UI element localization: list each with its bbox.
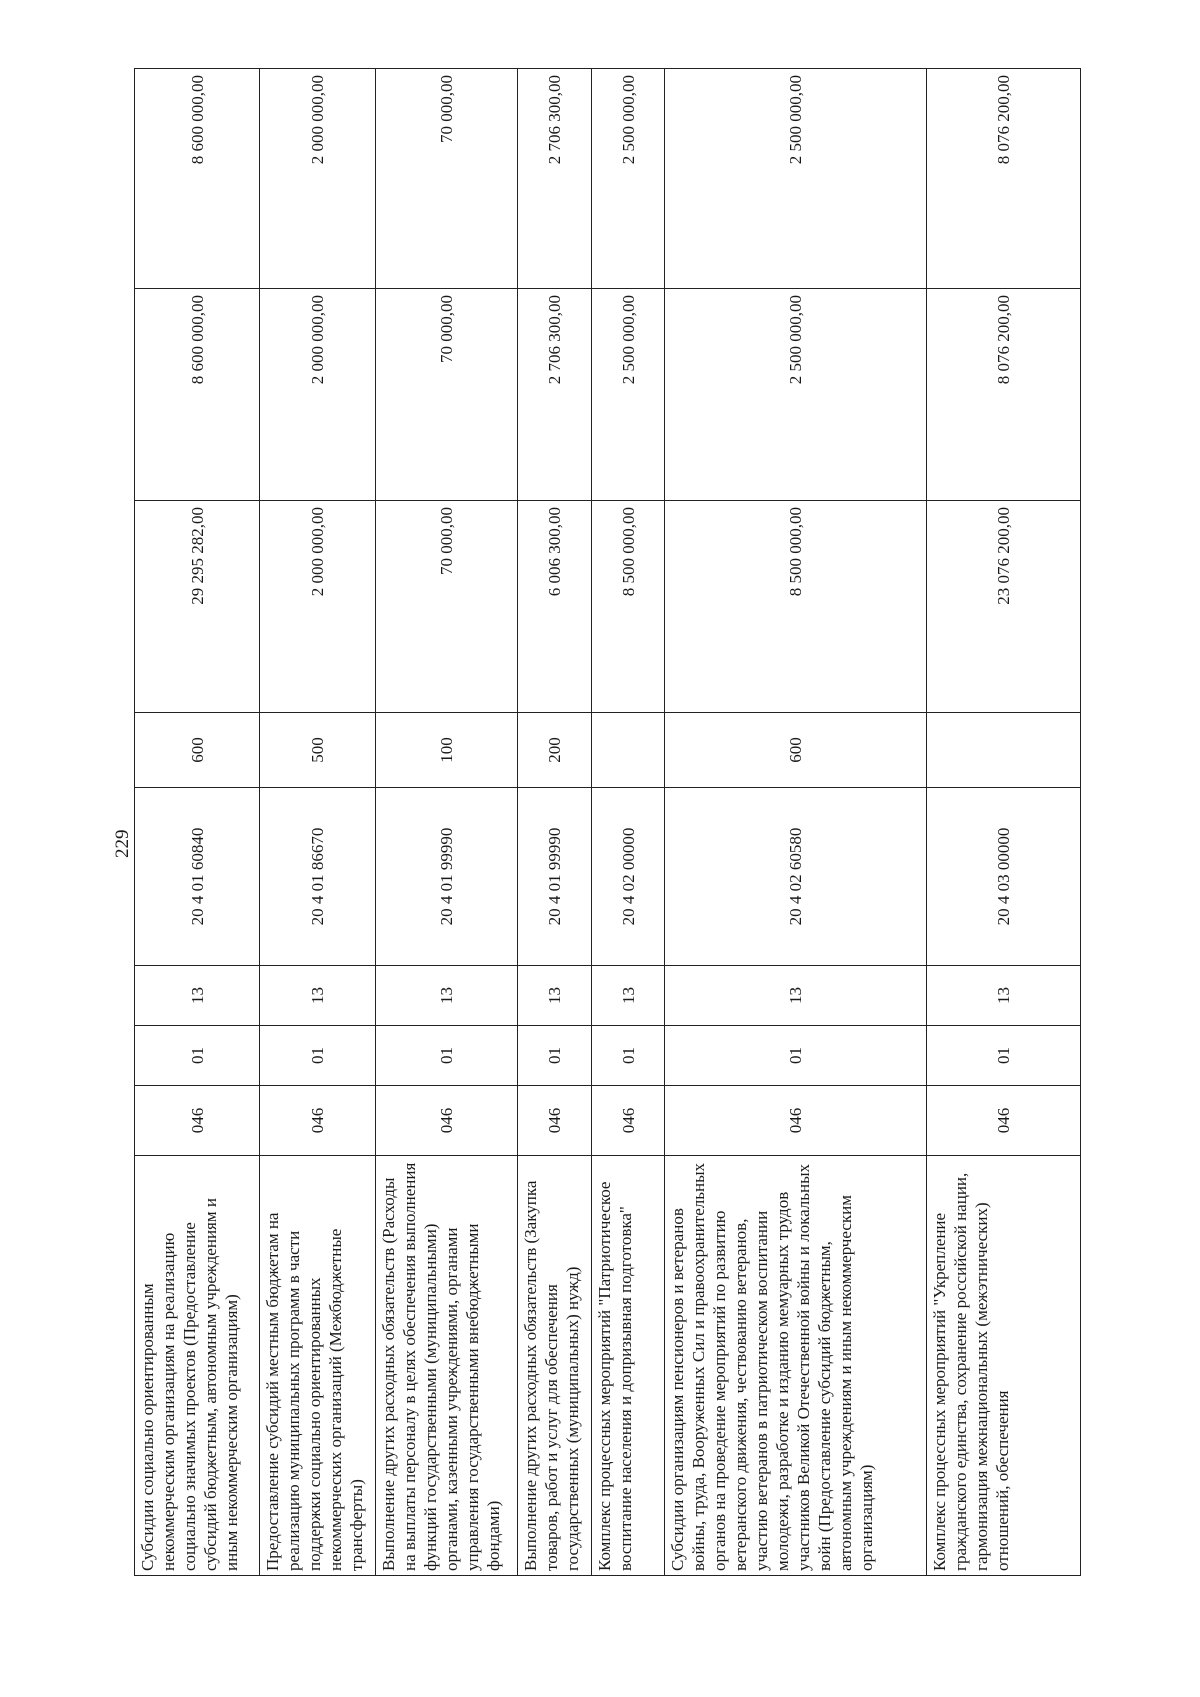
row-sum-year1: 8 500 000,00 (592, 501, 665, 713)
row-grbs: 046 (135, 1086, 260, 1156)
row-expense-type (927, 713, 1081, 788)
row-subsection: 13 (518, 966, 592, 1026)
row-sum-year3: 70 000,00 (376, 69, 518, 289)
row-sum-year3: 8 600 000,00 (135, 69, 260, 289)
row-section: 01 (665, 1026, 927, 1086)
row-target-article: 20 4 01 86670 (260, 788, 376, 966)
row-description: Комплекс процессных мероприятий "Патриотическое воспитание населения и допризывная подготовка" (592, 1156, 665, 1576)
budget-table (134, 68, 1081, 1576)
row-subsection: 13 (592, 966, 665, 1026)
row-grbs: 046 (927, 1086, 1081, 1156)
table-row (260, 69, 376, 1576)
row-sum-year2: 8 076 200,00 (927, 289, 1081, 501)
table-row (592, 69, 665, 1576)
row-expense-type: 600 (135, 713, 260, 788)
table-row (376, 69, 518, 1576)
row-description: Выполнение других расходных обязательств (Расходы на выплаты персоналу в целях обеспечения выполнения функций государственными (муниципальными) органами, казенными учреждениями, органами управления государственными внебюджетными фондами) (376, 1156, 518, 1576)
row-sum-year1: 2 000 000,00 (260, 501, 376, 713)
row-description: Комплекс процессных мероприятий "Укрепление гражданского единства, сохранение российской нации, гармонизация межнациональных (межэтнических) отношений, обеспечения (927, 1156, 1081, 1576)
row-description: Предоставление субсидий местным бюджетам на реализацию муниципальных программ в части поддержки социально ориентированных некоммерческих организаций (Межбюджетные трансферты) (260, 1156, 376, 1576)
row-sum-year1: 70 000,00 (376, 501, 518, 713)
row-target-article: 20 4 01 60840 (135, 788, 260, 966)
row-sum-year2: 8 600 000,00 (135, 289, 260, 501)
row-sum-year2: 2 706 300,00 (518, 289, 592, 501)
row-sum-year2: 2 500 000,00 (592, 289, 665, 501)
row-grbs: 046 (260, 1086, 376, 1156)
row-expense-type: 200 (518, 713, 592, 788)
row-expense-type: 100 (376, 713, 518, 788)
row-description: Выполнение других расходных обязательств (Закупка товаров, работ и услуг для обеспечения государственных (муниципальных) нужд) (518, 1156, 592, 1576)
row-sum-year1: 23 076 200,00 (927, 501, 1081, 713)
row-description: Субсидии организациям пенсионеров и ветеранов войны, труда, Вооруженных Сил и правоохранительных органов на проведение мероприятий по развитию ветеранского движения, чествованию ветеранов, участию ветеранов в патриотическом воспитании молодежи, разработке и изданию мемуарных трудов участников Великой Отечественной войны и локальных войн (Предоставление субсидий бюджетным, автономным учреждениям и иным некоммерческим организациям) (665, 1156, 927, 1576)
row-expense-type: 500 (260, 713, 376, 788)
row-target-article: 20 4 01 99990 (518, 788, 592, 966)
row-subsection: 13 (927, 966, 1081, 1026)
row-grbs: 046 (376, 1086, 518, 1156)
row-target-article: 20 4 02 00000 (592, 788, 665, 966)
row-target-article: 20 4 02 60580 (665, 788, 927, 966)
row-section: 01 (260, 1026, 376, 1086)
row-sum-year3: 2 706 300,00 (518, 69, 592, 289)
budget-table-container (134, 69, 1080, 1576)
row-expense-type (592, 713, 665, 788)
row-target-article: 20 4 03 00000 (927, 788, 1081, 966)
row-expense-type: 600 (665, 713, 927, 788)
row-sum-year3: 2 500 000,00 (592, 69, 665, 289)
table-row (518, 69, 592, 1576)
table-row (927, 69, 1081, 1576)
row-grbs: 046 (665, 1086, 927, 1156)
row-sum-year3: 2 000 000,00 (260, 69, 376, 289)
row-section: 01 (518, 1026, 592, 1086)
row-sum-year3: 8 076 200,00 (927, 69, 1081, 289)
row-subsection: 13 (665, 966, 927, 1026)
row-sum-year2: 70 000,00 (376, 289, 518, 501)
row-sum-year2: 2 000 000,00 (260, 289, 376, 501)
row-subsection: 13 (376, 966, 518, 1026)
row-section: 01 (592, 1026, 665, 1086)
row-sum-year1: 8 500 000,00 (665, 501, 927, 713)
row-grbs: 046 (518, 1086, 592, 1156)
row-section: 01 (927, 1026, 1081, 1086)
row-sum-year1: 6 006 300,00 (518, 501, 592, 713)
row-subsection: 13 (260, 966, 376, 1026)
row-subsection: 13 (135, 966, 260, 1026)
row-section: 01 (135, 1026, 260, 1086)
row-target-article: 20 4 01 99990 (376, 788, 518, 966)
row-sum-year2: 2 500 000,00 (665, 289, 927, 501)
row-sum-year3: 2 500 000,00 (665, 69, 927, 289)
row-description: Субсидии социально ориентированным некоммерческим организациям на реализацию социально значимых проектов (Предоставление субсидий бюджетным, автономным учреждениям и иным некоммерческим организациям) (135, 1156, 260, 1576)
table-row (135, 69, 260, 1576)
table-row (665, 69, 927, 1576)
row-section: 01 (376, 1026, 518, 1086)
page-number: 229 (112, 829, 133, 858)
row-sum-year1: 29 295 282,00 (135, 501, 260, 713)
row-grbs: 046 (592, 1086, 665, 1156)
